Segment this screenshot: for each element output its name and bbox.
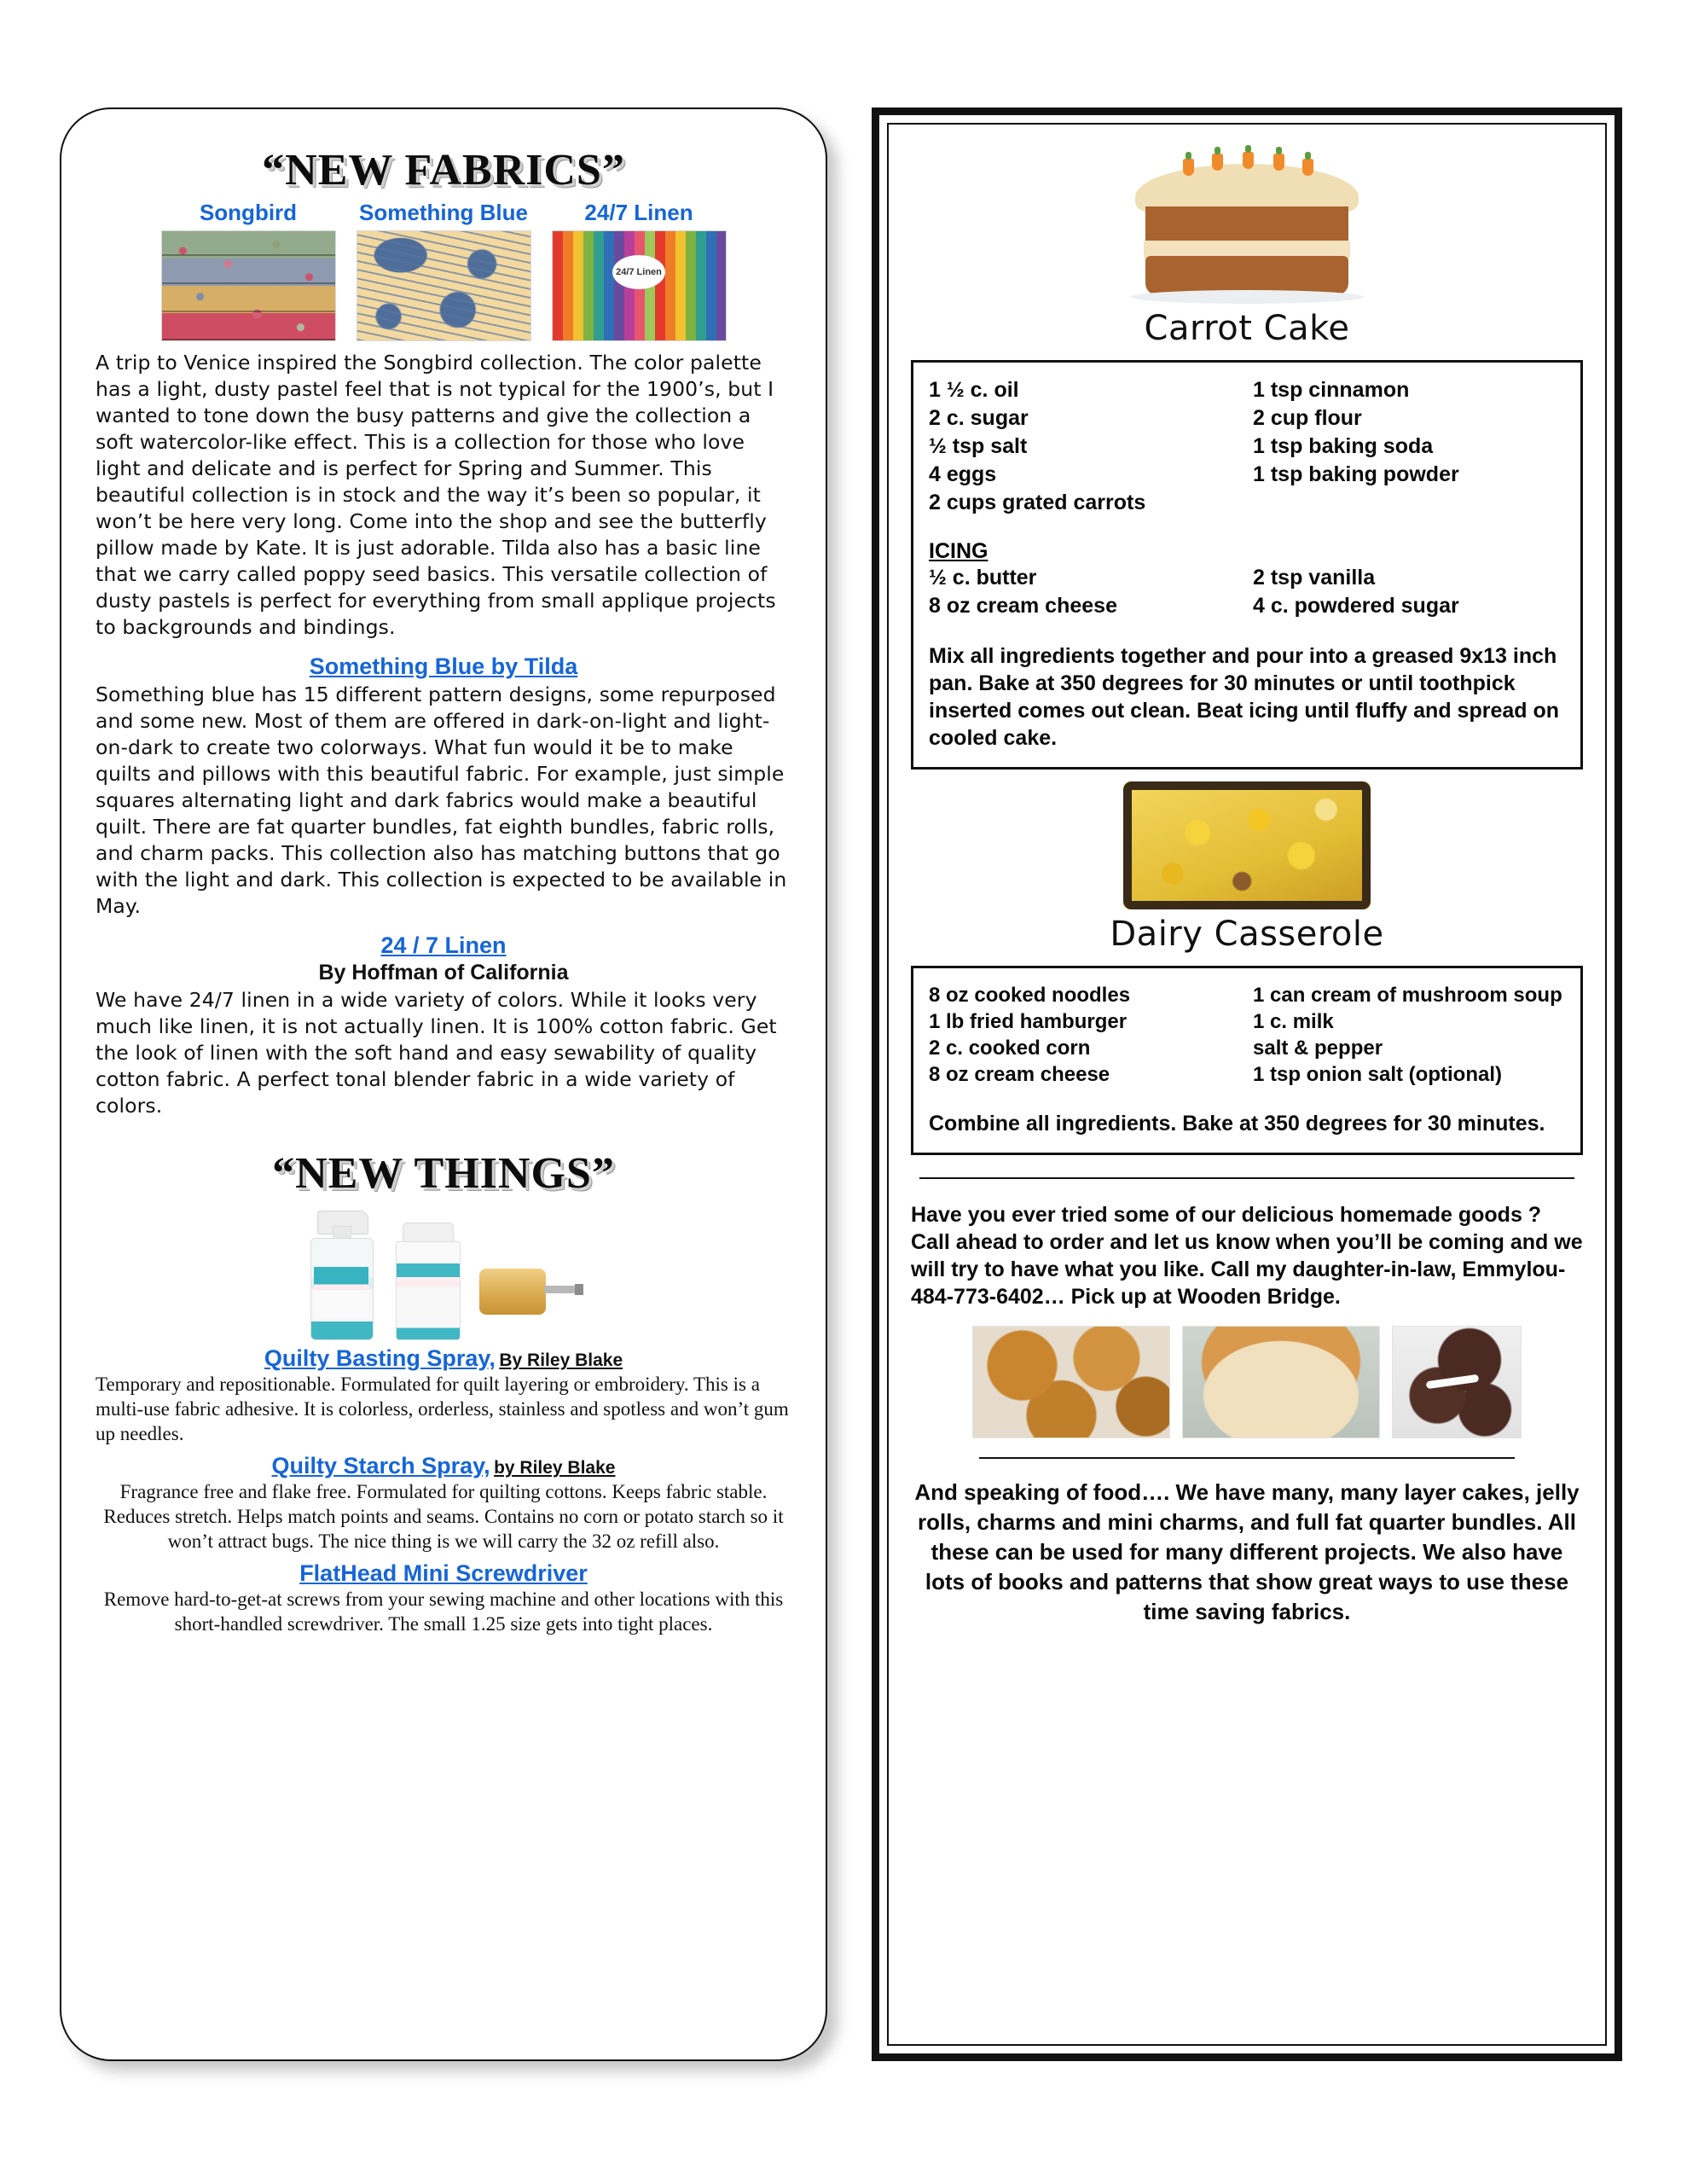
- ingredient-item: 1 c. milk: [1253, 1010, 1334, 1033]
- ingredient-item: ½ tsp salt: [929, 434, 1028, 458]
- fabric-label-something-blue: Something Blue: [359, 200, 528, 225]
- product-description-starch-spray: Fragrance free and flake free. Formulated for quilting cottons. Keeps fabric stable. Reduces stretch. Helps match points and seams. Contains no corn or potato starch so it won’t attract bugs. The nice thing is we will carry the 32 oz refill also.: [103, 1481, 784, 1553]
- ingredient-item: salt & pepper: [1253, 1037, 1383, 1060]
- divider-rule-2: [979, 1457, 1515, 1459]
- new-fabrics-title: “NEW FABRICS”: [262, 146, 625, 195]
- closing-note: And speaking of food…. We have many, many layer cakes, jelly rolls, charms and mini charms, and full fat quarter bundles. All these can be used for many different projects. We also have lots of books and patterns that show great ways to use these time saving fabrics.: [914, 1479, 1580, 1624]
- aerosol-can-icon: [396, 1223, 459, 1340]
- tilda-heading[interactable]: Something Blue by Tilda: [309, 653, 578, 679]
- fabric-label-24-7-linen: 24/7 Linen: [584, 200, 693, 225]
- ingredient-item: 1 ½ c. oil: [929, 378, 1019, 402]
- product-name-flathead-screwdriver[interactable]: FlatHead Mini Screwdriver: [299, 1560, 588, 1587]
- cookies-photo: [972, 1326, 1170, 1438]
- ingredient-item: 1 lb fried hamburger: [929, 1010, 1128, 1033]
- new-things-title: “NEW THINGS”: [272, 1149, 615, 1199]
- ingredient-item: 1 tsp baking powder: [1253, 462, 1459, 486]
- ingredient-item: 1 tsp cinnamon: [1253, 378, 1410, 402]
- product-name-basting-spray[interactable]: Quilty Basting Spray,: [264, 1345, 496, 1372]
- tilda-description: Something blue has 15 different pattern designs, some repurposed and some new. Most of them are offered in dark-on-light and light-on-dark to create two colorways. What fun would it be to make quilts and pillows with this beautiful fabric. For example, just simple squares alternating light and dark fabrics would make a beautiful quilt. There are fat quarter bundles, fat eighth bundles, fabric rolls, and charm packs. This collection also has matching buttons that go with the light and dark. This collection is expected to be available in May.: [96, 682, 787, 918]
- fabric-item-songbird: [161, 200, 336, 341]
- dairy-casserole-ingredients-box: [911, 966, 1583, 1155]
- product-description-flathead-screwdriver: Remove hard-to-get-at screws from your sewing machine and other locations with this short-handled screwdriver. The small 1.25 size gets into tight places.: [103, 1589, 784, 1635]
- goods-photo-row: [911, 1326, 1583, 1438]
- carrot-cake-ingredients-box: [911, 360, 1583, 770]
- ingredient-item: 1 tsp baking soda: [1253, 434, 1434, 458]
- new-things-image-row: [96, 1211, 791, 1340]
- product-name-starch-spray[interactable]: Quilty Starch Spray,: [271, 1453, 490, 1479]
- fabric-swatch-24-7-linen-icon: [552, 230, 727, 341]
- icing-ingredient-item: 4 c. powdered sugar: [1253, 594, 1459, 618]
- new-fabrics-panel: [60, 107, 827, 2061]
- product-brand-starch-spray[interactable]: by Riley Blake: [494, 1458, 616, 1478]
- ingredient-item: 2 cup flour: [1253, 406, 1362, 430]
- fabric-label-songbird: Songbird: [199, 200, 298, 225]
- product-brand-basting-spray[interactable]: By Riley Blake: [499, 1350, 623, 1371]
- fabric-swatch-row: [96, 200, 791, 341]
- carrot-cake-method: Mix all ingredients together and pour into a greased 9x13 inch pan. Bake at 350 degrees for 30 minutes or until toothpick inserted comes out clean. Beat icing until fluffy and spread on cooled cake.: [929, 644, 1560, 750]
- recipe-title-dairy-casserole: Dairy Casserole: [1110, 915, 1384, 954]
- ingredient-item: 2 c. cooked corn: [929, 1037, 1091, 1060]
- ingredient-item: 1 tsp onion salt (optional): [1253, 1063, 1502, 1086]
- product-description-basting-spray: Temporary and repositionable. Formulated for quilt layering or embroidery. This is a multi-use fabric adhesive. It is colorless, orderless, stainless and spotless and won’t gum up needles.: [96, 1374, 789, 1445]
- ingredient-item: 2 cups grated carrots: [929, 491, 1146, 514]
- fabric-item-24-7-linen: [552, 200, 727, 341]
- carrot-cake-photo: [911, 150, 1583, 304]
- ingredient-item: 1 can cream of mushroom soup: [1253, 984, 1562, 1007]
- icing-heading: ICING: [929, 539, 988, 563]
- ingredient-item: 4 eggs: [929, 462, 997, 486]
- linen-heading[interactable]: 24 / 7 Linen: [380, 932, 507, 958]
- divider-rule: [919, 1177, 1574, 1179]
- whoopie-pies-photo: [1392, 1326, 1522, 1438]
- spray-bottle-icon: [302, 1211, 380, 1340]
- homemade-goods-note: Have you ever tried some of our delicious homemade goods ? Call ahead to order and let us know when you’ll be coming and we will try to have what you like. Call my daughter-in-law, Emmylou- 484-773-6402… Pick up at Wooden Bridge.: [911, 1203, 1583, 1309]
- linen-subheading: By Hoffman of California: [318, 961, 569, 985]
- ingredient-item: 8 oz cream cheese: [929, 1063, 1110, 1086]
- icing-ingredient-item: 2 tsp vanilla: [1253, 566, 1376, 590]
- linen-description: We have 24/7 linen in a wide variety of colors. While it looks very much like linen, it is not actually linen. It is 100% cotton fabric. Get the look of linen with the soft hand and easy sewability of quality cotton fabric. A perfect tonal blender fabric in a wide variety of colors.: [96, 988, 777, 1118]
- recipe-title-carrot-cake: Carrot Cake: [1144, 309, 1350, 348]
- fabric-item-something-blue: [357, 200, 531, 341]
- fabric-swatch-songbird-icon: [161, 230, 336, 341]
- ingredient-item: 2 c. sugar: [929, 406, 1029, 430]
- dairy-casserole-method: Combine all ingredients. Bake at 350 degrees for 30 minutes.: [929, 1112, 1545, 1136]
- bread-loaf-photo: [1182, 1326, 1380, 1438]
- recipes-panel: [872, 107, 1622, 2061]
- ingredient-item: 8 oz cooked noodles: [929, 984, 1131, 1007]
- fabric-swatch-something-blue-icon: [357, 230, 531, 341]
- songbird-description: A trip to Venice inspired the Songbird collection. The color palette has a light, dusty pastel feel that is not typical for the 1900’s, but I wanted to tone down the busy patterns and give the collection a soft watercolor-like effect. This is a collection for those who love light and delicate and is perfect for Spring and Summer. This beautiful collection is in stock and the way it’s been so popular, it won’t be here very long. Come into the shop and see the butterfly pillow made by Kate. It is just adorable. Tilda also has a basic line that we carry called poppy seed basics. This versatile collection of dusty pastels is perfect for everything from small applique projects to backgrounds and bindings.: [96, 350, 776, 639]
- icing-ingredient-item: 8 oz cream cheese: [929, 594, 1117, 618]
- dairy-casserole-photo: [911, 781, 1583, 909]
- icing-ingredient-item: ½ c. butter: [929, 566, 1037, 590]
- screwdriver-icon: [474, 1248, 585, 1340]
